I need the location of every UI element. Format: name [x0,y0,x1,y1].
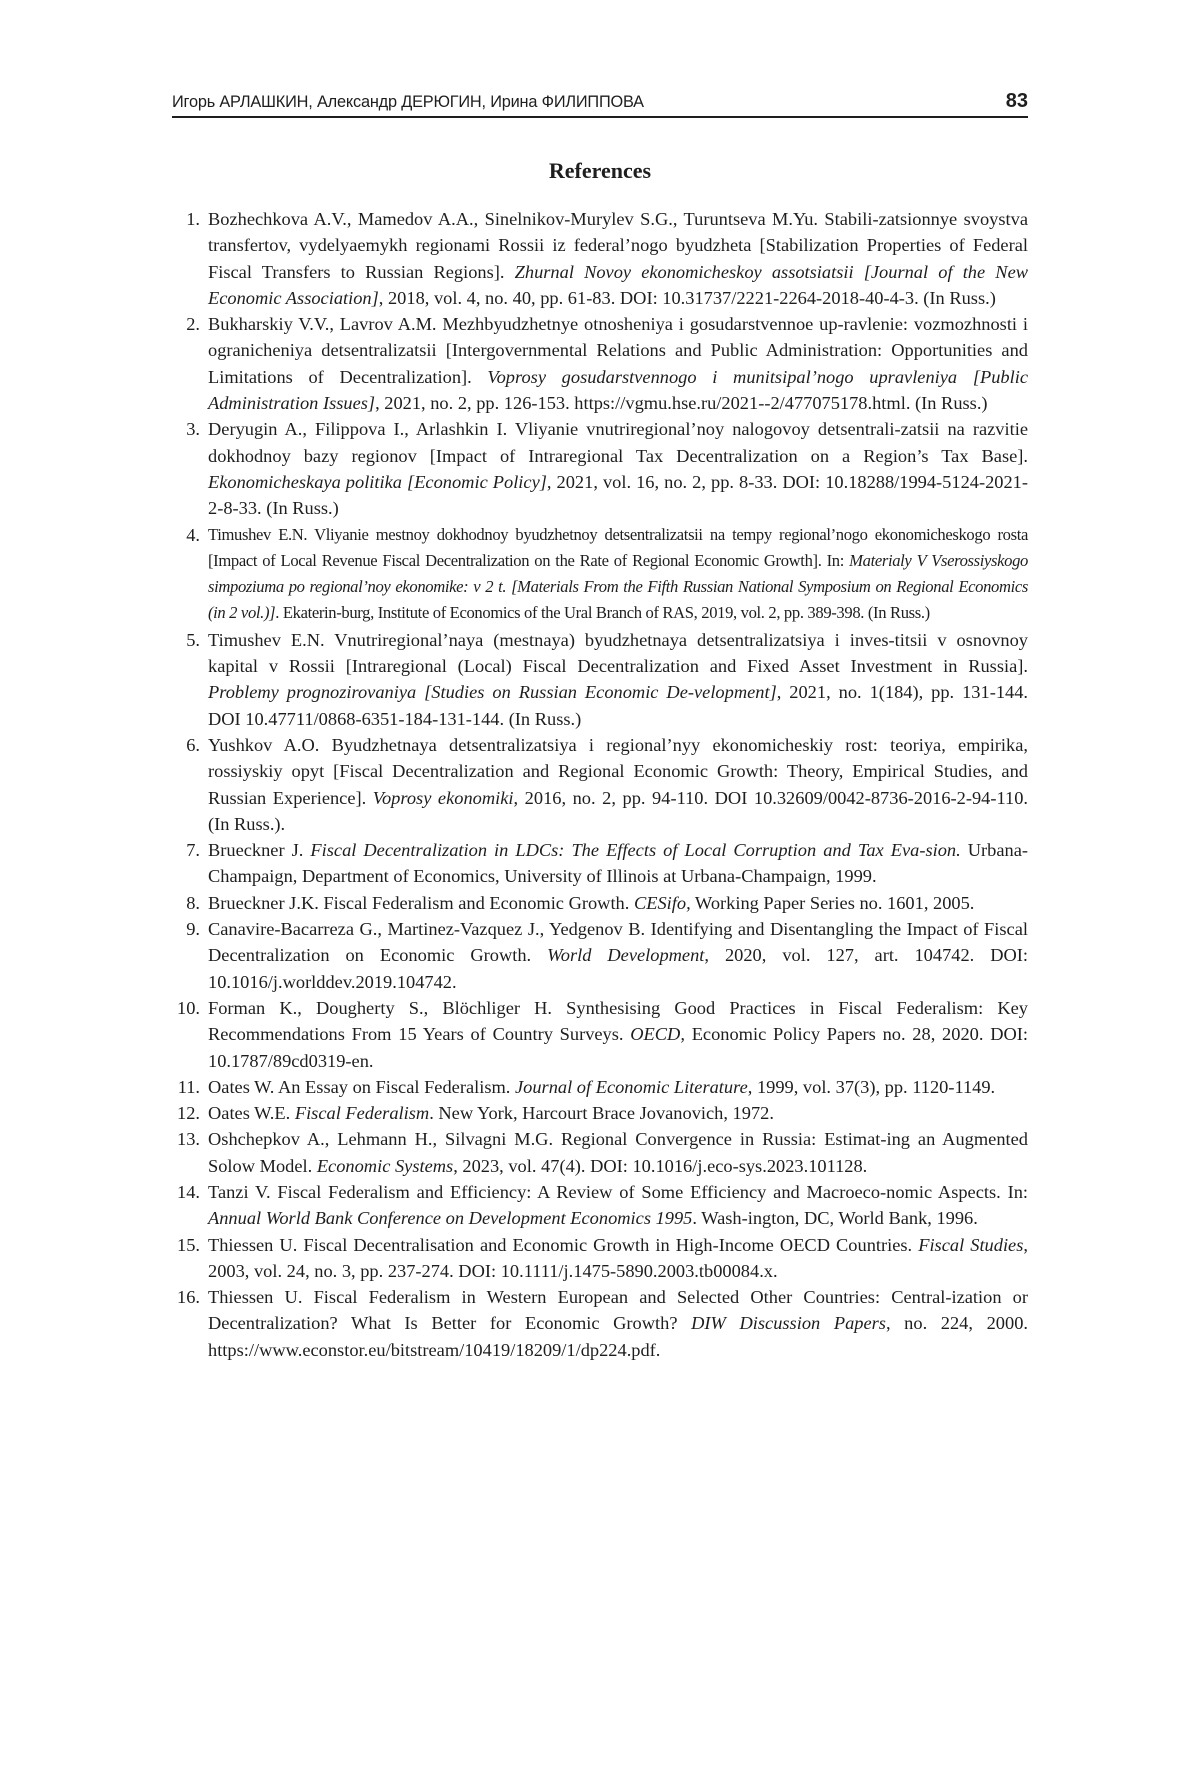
reference-source-title: Fiscal Studies [918,1234,1024,1255]
reference-number: 6. [186,734,200,755]
reference-text: Oates W. An Essay on Fiscal Federalism. [208,1076,515,1097]
reference-text: Timushev E.N. Vliyanie mestnoy dokhodnoy byudzhetnoy detsentralizatsii na tempy regional’nogo ekonomicheskogo rosta [Impact of Local Revenue Fiscal Decentralization on the Rate of Regional Economic Growth]. In: [208,524,1028,570]
reference-text: Tanzi V. Fiscal Federalism and Efficiency: A Review of Some Efficiency and Macroeco-nomic Aspects. In: [208,1181,1028,1202]
reference-text: Oshchepkov A., Lehmann H., Silvagni M.G. Regional Convergence in Russia: Estimat-ing an Augmented Solow Model. [208,1129,1028,1176]
reference-item [172,206,1028,311]
reference-number: 13. [177,1129,200,1150]
reference-text: Bukharskiy V.V., Lavrov A.M. Mezhbyudzhetnye otnosheniya i gosudarstvennoe up-ravlenie: vozmozhnosti i ogranicheniya detsentralizatsii [Intergovernmental Relations and Public Administration: Opportunities and Limitations of Decentralization]. [208,314,1028,387]
reference-item [172,916,1028,995]
reference-number: 3. [186,419,200,440]
reference-number: 4. [186,524,200,545]
reference-item [172,416,1028,521]
page-number: 83 [1005,90,1028,112]
reference-source-title: Economic Systems [316,1155,454,1176]
reference-text: , 2021, no. 1(184), pp. 131-144. DOI 10.47711/0868-6351-184-131-144. (In Russ.) [208,682,1029,729]
reference-source-title: World Development [547,945,705,966]
reference-text: , 2018, vol. 4, no. 40, pp. 61-83. DOI: 10.31737/2221-2264-2018-40-4-3. (In Russ.) [378,287,996,308]
reference-text: Brueckner J. [208,840,311,861]
reference-number: 12. [177,1103,200,1124]
reference-text: , 2023, vol. 47(4). DOI: 10.1016/j.eco-sys.2023.101128. [453,1155,868,1176]
reference-text: , 1999, vol. 37(3), pp. 1120-1149. [747,1076,996,1097]
reference-source-title: Problemy prognozirovaniya [Studies on Russian Economic De-velopment] [208,682,777,703]
reference-number: 7. [186,840,200,861]
reference-text: . Ekaterin-burg, Institute of Economics of the Ural Branch of RAS, 2019, vol. 2, pp. 389-398. (In Russ.) [275,603,930,623]
reference-item [172,890,1028,916]
reference-text: Oates W.E. [208,1103,295,1124]
reference-item [172,1100,1028,1126]
reference-text: Bozhechkova A.V., Mamedov A.A., Sinelnikov-Murylev S.G., Turuntseva M.Yu. Stabili-zatsionnye svoystva transfertov, vydelyaemykh regionami Rossii iz federal’nogo byudzheta [Stabilization Properties of Federal Fiscal Transfers to Russian Regions]. [208,209,1028,282]
reference-text: Deryugin A., Filippova I., Arlashkin I. Vliyanie vnutriregional’noy nalogovoy detsentrali-zatsii na razvitie dokhodnoy bazy regionov [Impact of Intraregional Tax Decentralization on a Region’s Tax Base]. [208,419,1028,466]
reference-text: , 2016, no. 2, pp. 94-110. DOI 10.32609/0042-8736-2016-2-94-110. (In Russ.). [208,787,1028,834]
reference-item [172,1126,1028,1179]
reference-item [172,1232,1028,1285]
reference-source-title: Materialy V Vserossiyskogo simpoziuma po regional’noy ekonomike: v 2 t. [Materials From the Fifth Russian National Symposium on Regional Economics (in 2 vol.)] [208,550,1028,623]
reference-item [172,732,1028,837]
header-authors: Игорь АРЛАШКИН, Александр ДЕРЮГИН, Ирина ФИЛИППОВА [172,92,644,111]
reference-item [172,311,1028,416]
reference-item [172,1284,1028,1363]
reference-text: Economic Policy Papers no. 28, 2020. DOI: 10.1787/89cd0319-en. [208,1024,1028,1071]
reference-item [172,522,1028,627]
reference-list [172,206,1028,1363]
reference-source-title: Journal of Economic Literature [515,1076,748,1097]
reference-source-title: Voprosy ekonomiki [372,787,514,808]
reference-text: . New York, Harcourt Brace Jovanovich, 1972. [429,1103,774,1124]
reference-item [172,627,1028,732]
reference-source-title: Voprosy gosudarstvennogo i munitsipal’nogo upravleniya [Public Administration Issues] [208,366,1028,414]
reference-number: 5. [186,629,200,650]
reference-text: Working Paper Series no. 1601, 2005. [690,892,975,913]
reference-source-title: Ekonomicheskaya politika [Economic Policy] [208,471,547,492]
reference-text: Thiessen U. Fiscal Federalism in Western European and Selected Other Countries: Central-ization or Decentralization? What Is Better for Economic Growth? [208,1287,1028,1334]
reference-text: Urbana-Champaign, Department of Economics, University of Illinois at Urbana-Champaign, 1999. [208,840,1028,887]
reference-item [172,1074,1028,1100]
reference-text: , 2021, vol. 16, no. 2, pp. 8-33. DOI: 10.18288/1994-5124-2021-2-8-33. (In Russ.) [208,471,1028,519]
reference-source-title: Fiscal Decentralization in LDCs: The Effects of Local Corruption and Tax Eva-sion. [310,840,961,861]
reference-text: , 2021, no. 2, pp. 126-153. https://vgmu.hse.ru/2021--2/477075178.html. (In Russ.) [375,393,988,414]
references-heading: References [548,158,652,183]
reference-text: Canavire-Bacarreza G., Martinez-Vazquez J., Yedgenov B. Identifying and Disentangling the Impact of Fiscal Decentralization on Economic Growth. [208,919,1028,966]
reference-number: 2. [186,314,200,335]
reference-text: Timushev E.N. Vnutriregional’naya (mestnaya) byudzhetnaya detsentralizatsiya i inves-titsii v osnovnoy kapital v Rossii [Intraregional (Local) Fiscal Decentralization and Fixed Asset Investment in Russia]. [208,629,1028,677]
reference-source-title: Zhurnal Novoy ekonomicheskoy assotsiatsii [Journal of the New Economic Association] [208,261,1028,308]
reference-number: 11. [177,1076,200,1097]
reference-text: Brueckner J.K. Fiscal Federalism and Economic Growth. [208,892,634,913]
reference-number: 8. [186,892,200,913]
reference-number: 15. [177,1234,200,1255]
reference-item [172,995,1028,1074]
reference-text: Thiessen U. Fiscal Decentralisation and Economic Growth in High-Income OECD Countries. [208,1234,919,1255]
reference-number: 16. [177,1287,200,1308]
reference-number: 14. [177,1181,200,1202]
reference-item [172,837,1028,890]
reference-text: , no. 224, 2000. https://www.econstor.eu/bitstream/10419/18209/1/dp224.pdf. [208,1313,1028,1360]
reference-source-title: OECD, [630,1024,685,1045]
reference-item [172,1179,1028,1232]
reference-source-title: CESifo, [633,892,691,913]
running-header [172,86,1028,118]
reference-source-title: Fiscal Federalism [294,1103,430,1124]
reference-text: . Wash-ington, DC, World Bank, 1996. [692,1208,978,1229]
reference-text: , 2020, vol. 127, art. 104742. DOI: 10.1016/j.worlddev.2019.104742. [208,945,1029,992]
reference-source-title: Annual World Bank Conference on Development Economics 1995 [208,1208,693,1229]
reference-text: , 2003, vol. 24, no. 3, pp. 237-274. DOI: 10.1111/j.1475-5890.2003.tb00084.x. [208,1234,1028,1281]
reference-text: Yushkov A.O. Byudzhetnaya detsentralizatsiya i regional’nyy ekonomicheskiy rost: teoriya, empirika, rossiyskiy opyt [Fiscal Decentralization and Regional Economic Growth: Theory, Empirical Studies, and Russian Experience]. [208,734,1028,808]
reference-number: 9. [186,919,200,940]
reference-number: 1. [186,209,200,229]
reference-source-title: DIW Discussion Papers [691,1313,886,1334]
reference-number: 10. [177,997,200,1018]
reference-text: Forman K., Dougherty S., Blöchliger H. Synthesising Good Practices in Fiscal Federalism: Key Recommendations From 15 Years of Country Surveys. [208,997,1028,1045]
